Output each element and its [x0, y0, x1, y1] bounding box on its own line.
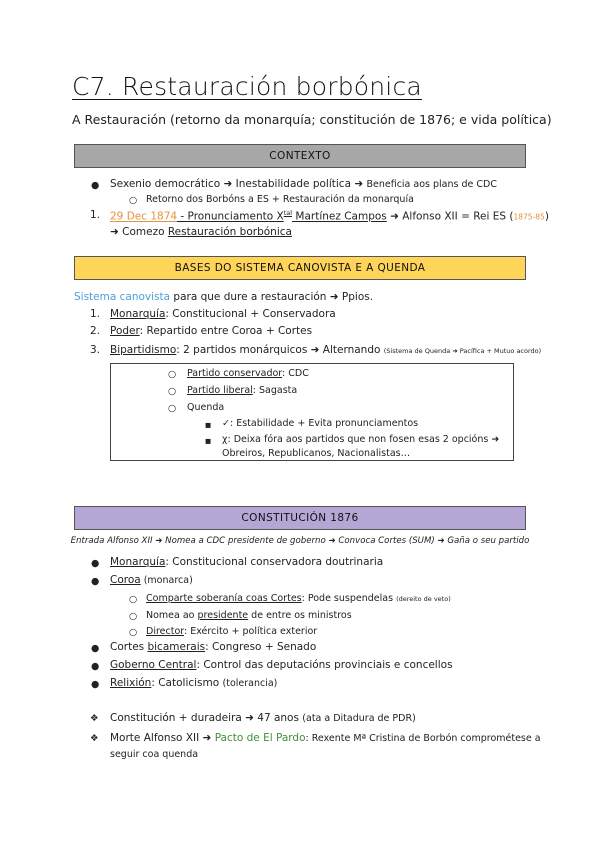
- text: Martínez Campos: [292, 210, 387, 223]
- text: : Exército + política exterior: [184, 626, 318, 637]
- contexto-line-4: [110, 226, 292, 238]
- text: : Control das deputacións provinciais e concellos: [196, 659, 453, 671]
- text: Morte Alfonso XII ➜: [110, 732, 215, 744]
- bullet-marker: ●: [91, 576, 100, 587]
- bases-item-1: [110, 308, 336, 320]
- text: : Constitucional + Conservadora: [165, 308, 336, 320]
- box-line-2: [187, 385, 297, 396]
- text: bicamerais: [147, 641, 206, 653]
- text-small: (monarca): [140, 575, 193, 586]
- bases-item-2: [110, 325, 312, 337]
- diamond-bullet-marker: ❖: [90, 713, 99, 724]
- text: : Catolicismo: [151, 677, 223, 689]
- text: Poder: [110, 325, 140, 337]
- text: Sexenio democrático ➜ Inestabilidade política ➜: [110, 178, 367, 190]
- constitucion-item-5: [110, 677, 277, 689]
- text-small: (ata a Ditadura de PDR): [302, 713, 416, 724]
- hollow-bullet-marker: ○: [129, 195, 138, 206]
- contexto-line-3: [110, 209, 549, 223]
- bases-intro: [74, 291, 373, 303]
- text: Cortes: [110, 641, 148, 653]
- constitucion-intro: Entrada Alfonso XII ➜ Nomea a CDC presidente de goberno ➜ Convoca Cortes (SUM) ➜ Gaña o seu partido: [70, 536, 530, 546]
- box-line-3: Quenda: [187, 402, 225, 413]
- text: Nomea ao: [146, 610, 198, 621]
- constitucion-note-2: [110, 732, 541, 744]
- check-icon: ✓: [222, 418, 230, 429]
- box-line-4: [222, 418, 418, 429]
- text: : Deixa fóra aos partidos que non fosen esas 2 opcións ➜: [227, 434, 500, 445]
- text: : Repartido entre Coroa + Cortes: [139, 325, 313, 337]
- text: Constitución + duradeira ➜ 47 anos: [110, 712, 303, 724]
- box-line-5: [222, 434, 499, 445]
- text: ➜ Comezo: [110, 226, 168, 238]
- text: : Congreso + Senado: [205, 641, 317, 653]
- text-small: Beneficia aos plans de CDC: [366, 179, 497, 190]
- bases-item-3: [110, 344, 541, 356]
- diamond-bullet-marker: ❖: [90, 733, 99, 744]
- section-header-bases: [74, 256, 526, 280]
- text: : Estabilidade + Evita pronunciamentos: [229, 418, 419, 429]
- text: Bipartidismo: [110, 344, 177, 356]
- bullet-marker: ●: [91, 180, 100, 191]
- contexto-line-1: [110, 178, 497, 190]
- text: Monarquía: [110, 308, 166, 320]
- text: Partido liberal: [187, 385, 253, 396]
- hollow-bullet-marker: ○: [168, 386, 177, 397]
- text: Relixión: [110, 677, 152, 689]
- bullet-marker: ●: [91, 643, 100, 654]
- number-marker: 1.: [90, 308, 101, 320]
- text: Comparte soberanía coas Cortes: [146, 593, 302, 604]
- years-text: 1875-85: [513, 212, 545, 222]
- superscript: tal: [283, 209, 293, 217]
- text: ): [544, 210, 549, 223]
- coroa-sub-3: [146, 626, 317, 637]
- section-header-constitucion: [74, 506, 526, 530]
- text: : Pode suspendelas: [301, 593, 397, 604]
- constitucion-item-4: [110, 659, 453, 671]
- bullet-marker: ●: [91, 558, 100, 569]
- text: : Constitucional conservadora doutrinaria: [165, 556, 384, 568]
- bullet-marker: ●: [91, 661, 100, 672]
- date-text: 29 Dec 1874: [110, 210, 178, 223]
- text: Coroa: [110, 574, 141, 586]
- text: ➜ Alfonso XII = Rei ES (: [386, 210, 514, 223]
- constitucion-item-2: [110, 574, 193, 586]
- text-small: (tolerancia): [222, 678, 278, 689]
- section-header-label: CONSTITUCIÓN 1876: [241, 512, 359, 524]
- box-line-6: Obreiros, Republicanos, Nacionalistas…: [222, 448, 411, 459]
- constitucion-note-2-cont: seguir coa quenda: [110, 749, 199, 760]
- number-marker: 2.: [90, 325, 101, 337]
- hollow-bullet-marker: ○: [129, 611, 138, 622]
- hollow-bullet-marker: ○: [168, 403, 177, 414]
- highlight-text: Pacto de El Pardo: [214, 732, 306, 744]
- section-header-contexto: [74, 144, 526, 168]
- text: Partido conservador: [187, 368, 283, 379]
- constitucion-item-1: [110, 556, 383, 568]
- text: : CDC: [282, 368, 309, 379]
- page-subtitle: A Restauración (retorno da monarquía; constitución de 1876; e vida política): [72, 112, 552, 127]
- text: Director: [146, 626, 184, 637]
- coroa-sub-1: [146, 593, 451, 604]
- hollow-bullet-marker: ○: [129, 594, 138, 605]
- text: : Sagasta: [252, 385, 298, 396]
- coroa-sub-2: [146, 610, 352, 621]
- text: de entre os ministros: [248, 610, 352, 621]
- text: para que dure a restauración ➜ Ppios.: [170, 291, 374, 303]
- number-marker: 1.: [90, 209, 101, 221]
- square-bullet-marker: ■: [205, 437, 212, 445]
- section-header-label: CONTEXTO: [269, 150, 331, 162]
- hollow-bullet-marker: ○: [168, 369, 177, 380]
- page-title: C7. Restauración borbónica: [72, 72, 422, 101]
- text: presidente: [197, 610, 249, 621]
- constitucion-item-3: [110, 641, 316, 653]
- text: Goberno Central: [110, 659, 197, 671]
- cross-icon: χ: [222, 434, 228, 445]
- constitucion-note-1: [110, 712, 416, 724]
- text: : 2 partidos monárquicos ➜ Alternando: [176, 344, 384, 356]
- number-marker: 3.: [90, 344, 101, 356]
- highlight-text: Sistema canovista: [74, 291, 171, 303]
- text-small: (dereito de veto): [396, 595, 451, 603]
- box-line-1: [187, 368, 309, 379]
- text-small: (Sistema de Quenda ➜ Pacífica + Mutuo acordo): [383, 347, 542, 355]
- section-header-label: BASES DO SISTEMA CANOVISTA E A QUENDA: [174, 262, 426, 274]
- contexto-line-2: Retorno dos Borbóns a ES + Restauración da monarquía: [146, 194, 414, 205]
- bullet-marker: ●: [91, 679, 100, 690]
- text: Restauración borbónica: [167, 226, 292, 238]
- hollow-bullet-marker: ○: [129, 627, 138, 638]
- text: - Pronunciamento X: [177, 210, 284, 223]
- text: Monarquía: [110, 556, 166, 568]
- square-bullet-marker: ■: [205, 421, 212, 429]
- text-small: : Rexente Mª Cristina de Borbón comprométese a: [305, 733, 541, 744]
